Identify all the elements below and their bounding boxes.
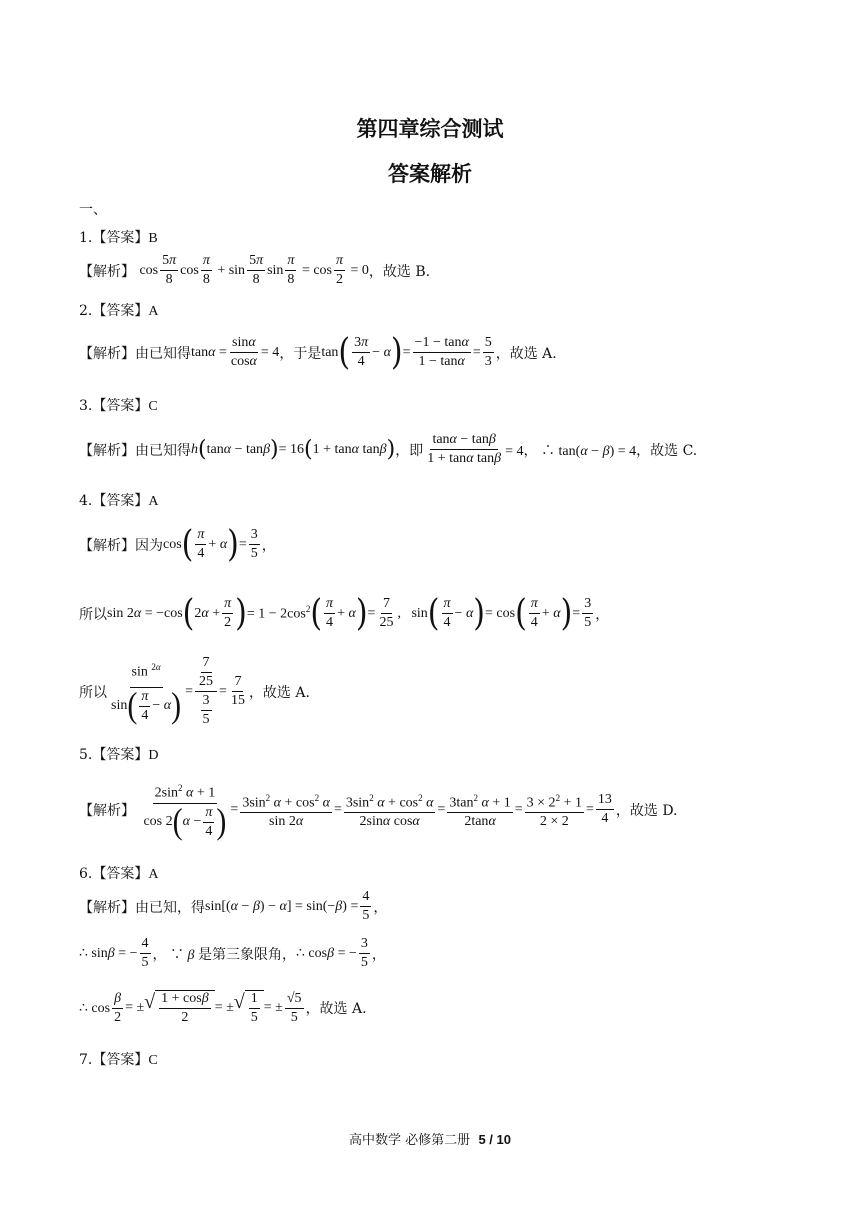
footer-text: 高中数学 必修第二册: [349, 1133, 471, 1148]
explanation-4c: 所以 sin $^{2\alpha}$ sin ( $\frac{\pi}{4}$ − α ) = $\frac{\frac{7}{25}}{\frac{3}{5}}$ = $\frac{7}{15}$ ，故选 A.: [79, 655, 310, 727]
answer-line-5: 5.【答案】D: [79, 747, 159, 763]
explanation-2: 【解析】 由已知得 tanα = $\frac{\sin\alpha}{\cos\alpha}$ = 4 ，于是 tan ( $\frac{3\pi}{4}$ − α ) = $\frac{-1 - \tan\alpha}{1 - \tan\alpha}$ = $\frac{5}{3}$ ，故选 A.: [79, 330, 557, 373]
answer-line-2: 2.【答案】A: [79, 303, 159, 319]
answer-line-6: 6.【答案】A: [79, 866, 159, 882]
explanation-6b: ∴ sinβ = − $\frac{4}{5}$ ， ∵ β 是第三象限角， ∴ cosβ = − $\frac{3}{5}$ ，: [79, 936, 386, 970]
answer-line-4: 4.【答案】A: [79, 493, 159, 509]
explanation-5: 【解析】 $2\sin^2$ α + 1 cos 2 ( α − $\frac{\pi}{4}$ ) = $\frac{3\sin^2 \alpha + \cos^2 \alpha}{\sin 2\alpha}$ = $\frac{3\sin^2 \alpha + \cos^2 \alpha}{\text{2sinα cosα}}$ = $\frac{3\tan^2 \alpha + 1}{2\tan\alpha}$ = $\frac{3 \times 2^2 + 1}{2 \times 2}$ = $\frac{13}{4}$ ，故选 D.: [79, 780, 678, 840]
page-footer: [0, 1129, 860, 1148]
page-subtitle: 答案解析: [388, 162, 472, 186]
explanation-1: 【解析】 cos $\frac{5\pi}{8}$ cos $\frac{\pi}{8}$ + sin $\frac{5\pi}{8}$ sin $\frac{\pi}{8}$ = cos $\frac{\pi}{2}$ = 0 ，故选 B.: [79, 253, 431, 287]
section-heading: 一、: [79, 202, 107, 218]
explanation-3: 【解析】 由已知得 h ( tanα − tanβ ) = 16 ( 1 + tanα tanβ ) ，即 $\frac{\tan\alpha - \tan\beta}{\text{1 + tanα tanβ}}$ = 4， ∴ tan(α − β) = 4 ，故选 C.: [79, 432, 698, 466]
answer-line-3: 3.【答案】C: [79, 398, 158, 414]
explanation-4b: 所以 sin 2α = −cos ( 2α + $\frac{\pi}{2}$ ) = $1 - 2\cos^2$ ( $\frac{\pi}{4}$ + α ) = $\frac{7}{25}$ , sin ( $\frac{\pi}{4}$ − α ) = cos ( $\frac{\pi}{4}$ + α ) = $\frac{3}{5}$ ，: [79, 591, 610, 634]
page-number: 5 / 10: [478, 1132, 511, 1147]
explanation-6a: 【解析】 由已知，得 sin[(α − β) − α] = sin(−β) = $\frac{4}{5}$ ，: [79, 889, 388, 923]
explanation-4a: 【解析】 因为 cos ( $\frac{\pi}{4}$ + α ) = $\frac{3}{5}$ ，: [79, 522, 276, 565]
explanation-6c: ∴ cos $\frac{\beta}{2}$ = ± √ $\frac{1 + \cos\beta}{2}$ = ± √ $\frac{1}{5}$ = ± $\frac{√5}{5}$ ，故选 A.: [79, 990, 367, 1025]
page-title: 第四章综合测试: [356, 117, 504, 141]
answer-line-7: 7.【答案】C: [79, 1052, 158, 1068]
answer-line-1: 1.【答案】B: [79, 230, 158, 246]
